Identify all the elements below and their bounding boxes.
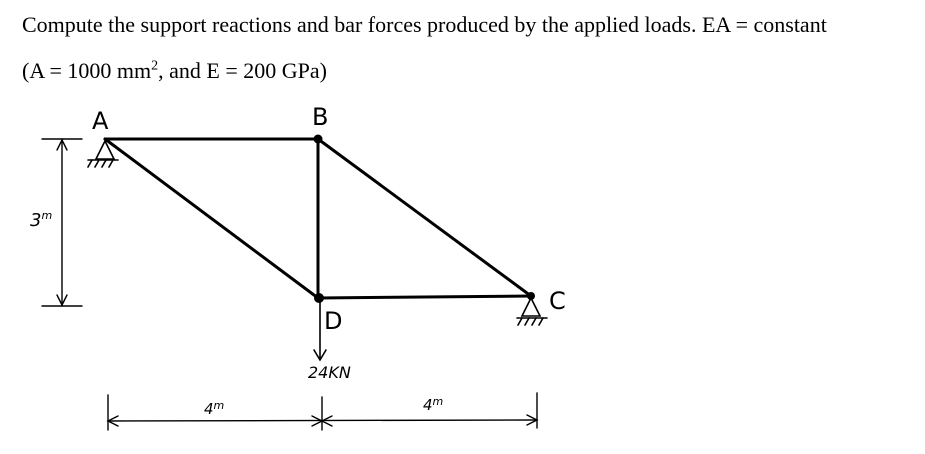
span-right-label: 4$^m$ [423, 395, 444, 414]
span-dimension [108, 393, 537, 430]
joint-C-node [527, 292, 535, 300]
joint-label-A: A [92, 107, 109, 135]
member-DC [318, 296, 531, 298]
problem-statement-line-1: Compute the support reactions and bar forces produced by the applied loads. EA = constant [22, 12, 827, 37]
load-label: 24KN [308, 363, 351, 382]
span-left-label: 4$^m$ [204, 399, 225, 418]
given-area-text: (A = 1000 mm [22, 58, 152, 83]
height-label: 3$^m$ [30, 209, 53, 231]
joint-label-B: B [312, 103, 329, 131]
pin-support-C [517, 298, 547, 325]
given-modulus-text: , and E = 200 GPa) [158, 58, 327, 83]
member-BC [318, 139, 531, 296]
joint-label-C: C [549, 287, 566, 315]
member-AD [105, 139, 318, 298]
height-dimension [42, 139, 82, 306]
area-unit-exponent: 2 [151, 58, 159, 74]
joint-B-node [314, 135, 323, 144]
joint-label-D: D [324, 307, 343, 335]
joint-D-node [314, 293, 324, 303]
